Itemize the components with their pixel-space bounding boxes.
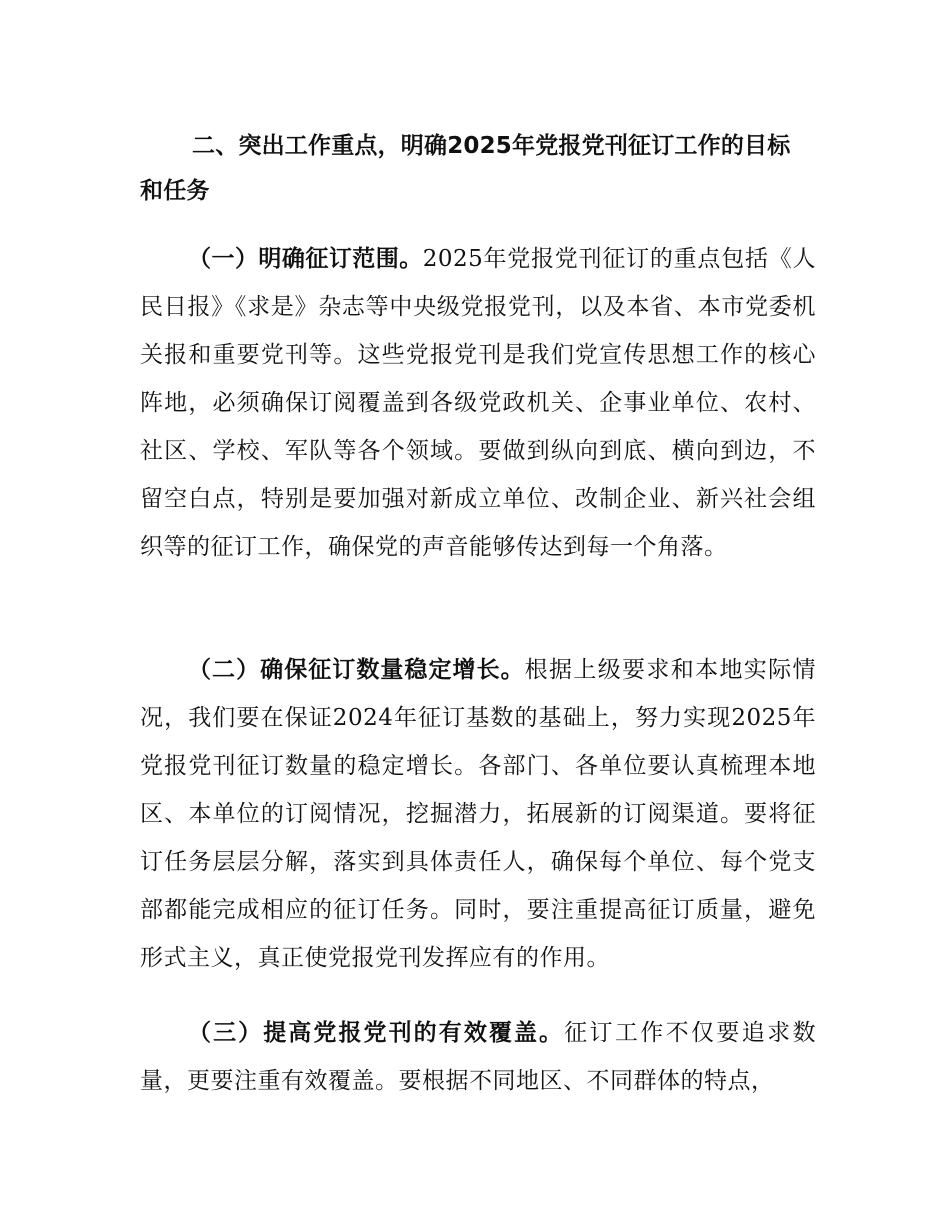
paragraph-lead: （三）提高党报党刊的有效覆盖。 [188,1020,565,1046]
paragraph-lead: （二）确保征订数量稳定增长。 [188,657,525,683]
paragraph-body: 根据上级要求和本地实际情况，我们要在保证2024年征订基数的基础上，努力实现2025年党报党刊征订数量的稳定增长。各部门、各单位要认真梳理本地区、本单位的订阅情况，挖掘潜力，拓展新的订阅渠道。要将征订任务层层分解，落实到具体责任人，确保每个单位、每个党支部都能完成相应的征订任务。同时，要注重提高征订质量，避免形式主义，真正使党报党刊发挥应有的作用。 [140,657,816,971]
paragraph-coverage [140,1009,816,1105]
paragraph-scope [140,235,816,571]
paragraph-body: 征订工作不仅要追求数量，更要注重有效覆盖。要根据不同地区、不同群体的特点， [140,1020,816,1094]
paragraph-lead: （一）明确征订范围。 [188,246,423,272]
paragraph-body: 2025年党报党刊征订的重点包括《人民日报》《求是》杂志等中央级党报党刊，以及本省、本市党委机关报和重要党刊等。这些党报党刊是我们党宣传思想工作的核心阵地，必须确保订阅覆盖到各级党政机关、企事业单位、农村、社区、学校、军队等各个领域。要做到纵向到底、横向到边，不留空白点，特别是要加强对新成立单位、改制企业、新兴社会组织等的征订工作，确保党的声音能够传达到每一个角落。 [140,246,817,560]
paragraph-growth [140,646,816,982]
section-heading: 二、突出工作重点，明确2025年党报党刊征订工作的目标和任务 [140,133,791,204]
